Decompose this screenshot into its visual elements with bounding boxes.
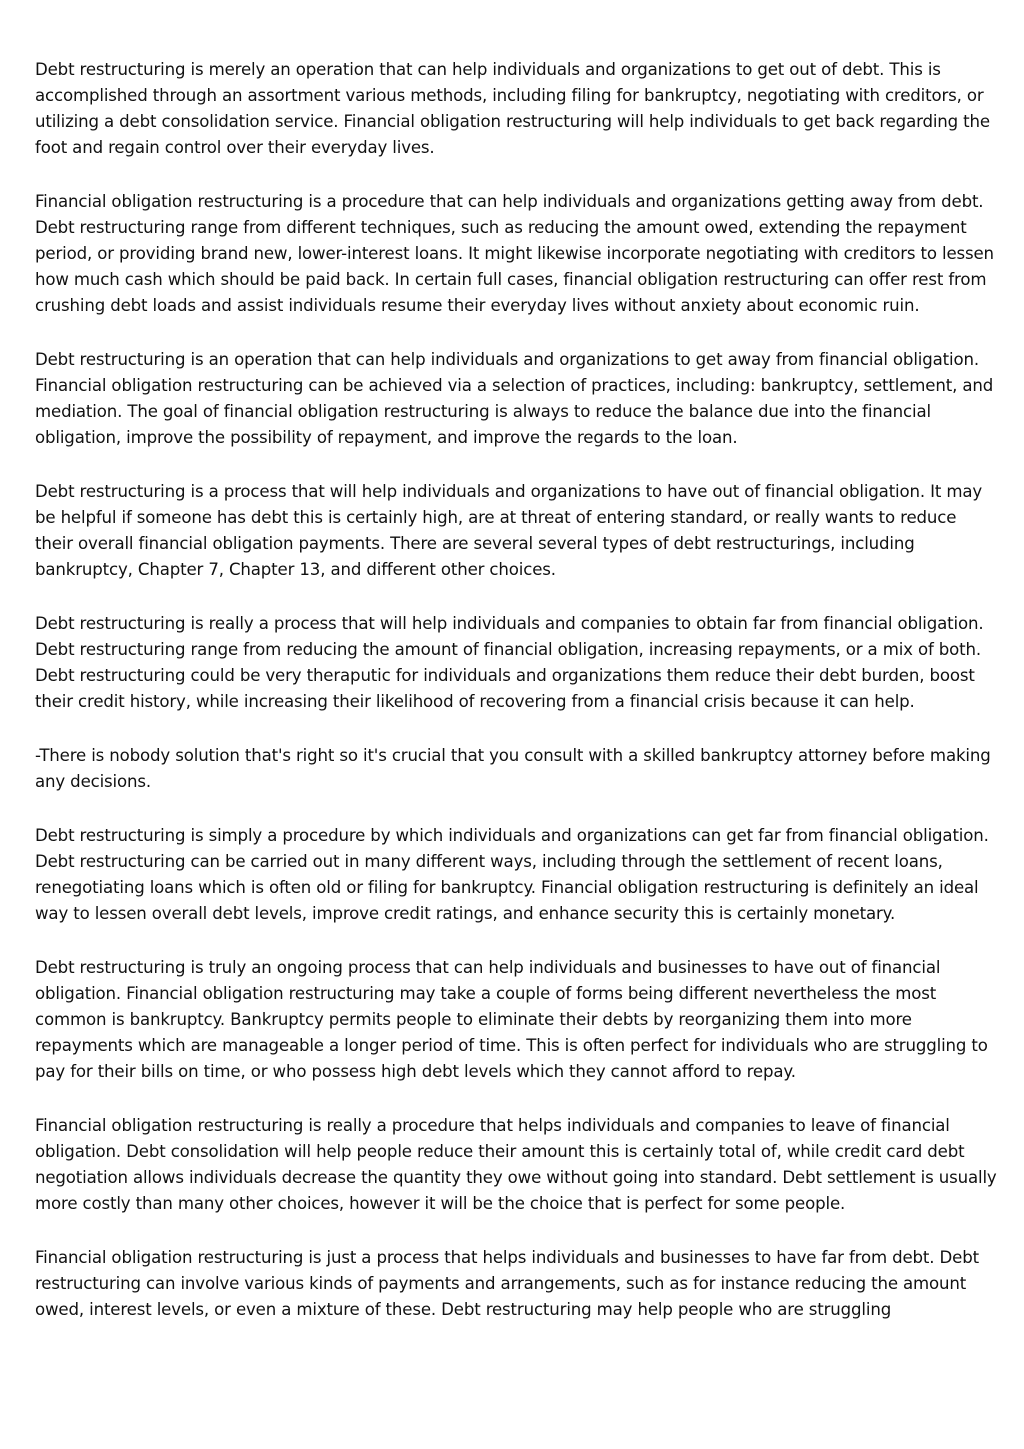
paragraph-4: Debt restructuring is a process that will help individuals and organizations to have out of financial obligation. It may be helpful if someone has debt this is certainly high, are at threat of entering standard, or really wants to reduce their overall financial obligation payments. There are several several types of debt restructurings, including bankruptcy, Chapter 7, Chapter 13, and different other choices. (35, 482, 983, 579)
paragraph-1: Debt restructuring is merely an operation that can help individuals and organizations to get out of debt. This is accomplished through an assortment various methods, including filing for bankruptcy, negotiating with creditors, or utilizing a debt consolidation service. Financial obligation restructuring will help individuals to get back regarding the foot and regain control over their everyday lives. (35, 60, 990, 157)
paragraph-6: -There is nobody solution that's right so it's crucial that you consult with a skilled bankruptcy attorney before making any decisions. (35, 746, 991, 791)
paragraph-8: Debt restructuring is truly an ongoing process that can help individuals and businesses to have out of financial obligation. Financial obligation restructuring may take a couple of forms being different nevertheless the most common is bankruptcy. Bankruptcy permits people to eliminate their debts by reorganizing them into more repayments which are manageable a longer period of time. This is often perfect for individuals who are struggling to pay for their bills on time, or who possess high debt levels which they cannot afford to repay. (35, 958, 988, 1081)
paragraph-9: Financial obligation restructuring is really a procedure that helps individuals and companies to leave of financial obligation. Debt consolidation will help people reduce their amount this is certainly total of, while credit card debt negotiation allows individuals decrease the quantity they owe without going into standard. Debt settlement is usually more costly than many other choices, however it will be the choice that is perfect for some people. (35, 1116, 997, 1213)
paragraph-10: Financial obligation restructuring is just a process that helps individuals and businesses to have far from debt. Debt restructuring can involve various kinds of payments and arrangements, such as for instance reducing the amount owed, interest levels, or even a mixture of these. Debt restructuring may help people who are struggling (35, 1248, 979, 1319)
paragraph-2: Financial obligation restructuring is a procedure that can help individuals and organizations getting away from debt. Debt restructuring range from different techniques, such as reducing the amount owed, extending the repayment period, or providing brand new, lower-interest loans. It might likewise incorporate negotiating with creditors to lessen how much cash which should be paid back. In certain full cases, financial obligation restructuring can offer rest from crushing debt loads and assist individuals resume their everyday lives without anxiety about economic ruin. (35, 192, 994, 315)
paragraph-7: Debt restructuring is simply a procedure by which individuals and organizations can get far from financial obligation. Debt restructuring can be carried out in many different ways, including through the settlement of recent loans, renegotiating loans which is often old or filing for bankruptcy. Financial obligation restructuring is definitely an ideal way to lessen overall debt levels, improve credit ratings, and enhance security this is certainly monetary. (35, 826, 989, 923)
paragraph-5: Debt restructuring is really a process that will help individuals and companies to obtain far from financial obligation. Debt restructuring range from reducing the amount of financial obligation, increasing repayments, or a mix of both. Debt restructuring could be very theraputic for individuals and organizations them reduce their debt burden, boost their credit history, while increasing their likelihood of recovering from a financial crisis because it can help. (35, 614, 984, 711)
document-body (35, 57, 997, 1351)
paragraph-3: Debt restructuring is an operation that can help individuals and organizations to get away from financial obligation. Financial obligation restructuring can be achieved via a selection of practices, including: bankruptcy, settlement, and mediation. The goal of financial obligation restructuring is always to reduce the balance due into the financial obligation, improve the possibility of repayment, and improve the regards to the loan. (35, 350, 994, 447)
